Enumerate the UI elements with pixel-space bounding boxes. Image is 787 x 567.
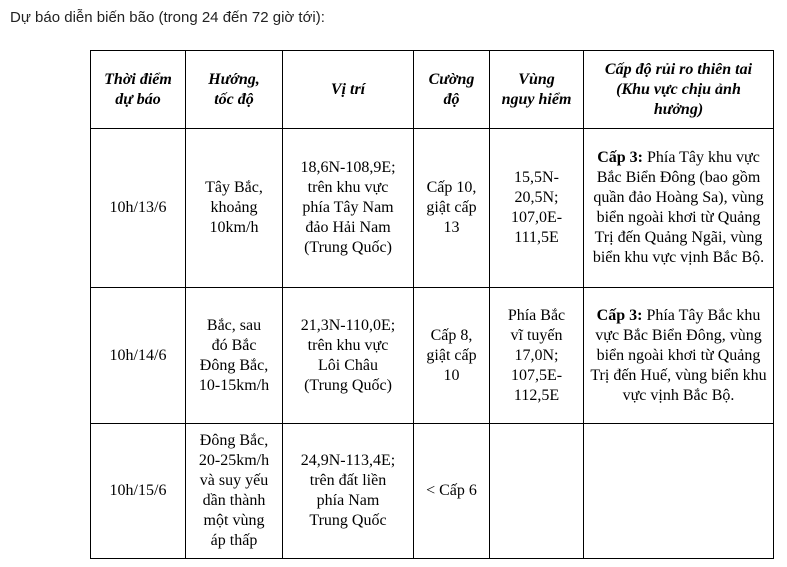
cell-text-line: 15,5N-	[514, 169, 559, 186]
cell-text-line: Lôi Châu	[318, 356, 378, 374]
cell-text-line: Vị trí	[330, 80, 366, 98]
cell-text-line: dự báo	[115, 90, 161, 108]
cell-text-line: phía Tây Nam	[302, 199, 394, 216]
cell-text-line: áp thấp	[210, 532, 258, 549]
cell-direction	[186, 129, 283, 288]
risk-area-text: Phía Tây Bắc khu vực Bắc Biển Đông, vùng biển ngoài khơi từ Quảng Trị đến Huế, vùng biển khu vực vịnh Bắc Bộ.	[590, 306, 767, 404]
risk-level-label: Cấp 3:	[596, 306, 643, 324]
cell-position	[283, 129, 414, 288]
cell-text-line: dần thành	[202, 492, 266, 509]
cell-text-line: giật cấp	[426, 199, 477, 216]
cell-text-line: độ	[443, 90, 460, 108]
cell-text-line: 24,9N-113,4E;	[300, 452, 396, 469]
table-row	[91, 129, 774, 288]
cell-text-line: trên đất liền	[309, 472, 387, 489]
storm-forecast-table	[90, 50, 774, 559]
cell-text-line: 21,3N-110,0E;	[300, 316, 396, 334]
cell-text-line: hưởng)	[653, 100, 704, 118]
cell-text-line: trên khu vực	[307, 336, 389, 354]
cell-text-line: Cấp 8,	[430, 326, 473, 344]
cell-text-line: Tây Bắc,	[205, 179, 263, 196]
header-intensity	[414, 51, 490, 129]
cell-text-line: phía Nam	[316, 492, 380, 509]
cell-time: 10h/15/6	[91, 424, 186, 559]
cell-text-line: 13	[443, 219, 460, 236]
header-direction	[186, 51, 283, 129]
cell-text-line: Thời điểm	[104, 70, 172, 88]
cell-text-line: 10-15km/h	[198, 376, 270, 394]
cell-text-line: vĩ tuyến	[510, 326, 563, 344]
cell-position	[283, 424, 414, 559]
cell-text-line: Phía Bắc	[507, 306, 566, 324]
cell-direction	[186, 288, 283, 424]
cell-text-line: 18,6N-108,9E;	[300, 159, 396, 176]
cell-intensity	[414, 129, 490, 288]
cell-text-line: một vùng	[203, 512, 265, 529]
table-header-row	[91, 51, 774, 129]
cell-direction	[186, 424, 283, 559]
cell-text-line: 107,5E-	[510, 366, 563, 384]
cell-text-line: nguy hiểm	[501, 90, 572, 108]
cell-text-line: Cấp 10,	[426, 179, 477, 196]
cell-text-line: đó Bắc	[211, 336, 257, 354]
cell-intensity	[414, 288, 490, 424]
cell-text-line: 111,5E	[514, 229, 559, 246]
risk-area-text: Phía Tây khu vực Bắc Biển Đông (bao gồm quần đảo Hoàng Sa), vùng biển ngoài khơi từ Quảng Trị đến Quảng Ngãi, vùng biển khu vực vịnh Bắc Bộ.	[592, 149, 765, 266]
cell-text-line: 20-25km/h	[198, 452, 270, 469]
header-danger-zone	[490, 51, 584, 129]
table-row	[91, 288, 774, 424]
cell-risk-level	[584, 424, 774, 559]
cell-text-line: 10km/h	[209, 219, 259, 236]
cell-time: 10h/13/6	[91, 129, 186, 288]
cell-text-line: Cấp độ rủi ro thiên tai	[604, 60, 753, 78]
cell-risk-level	[584, 288, 774, 424]
table-row	[91, 424, 774, 559]
cell-text-line: (Khu vực chịu ảnh	[616, 80, 741, 98]
cell-text-line: Bắc, sau	[206, 316, 262, 334]
cell-text-line: tốc độ	[214, 90, 254, 108]
cell-text-line: Trung Quốc	[309, 512, 387, 529]
cell-text-line: 107,0E-	[510, 209, 563, 226]
cell-text-line: và suy yếu	[199, 472, 269, 489]
cell-text-line: Cường	[428, 70, 475, 88]
cell-text-line: 20,5N;	[514, 189, 559, 206]
cell-text-line: Vùng	[518, 70, 555, 88]
cell-text-line: đảo Hải Nam	[305, 219, 391, 236]
cell-text-line: khoảng	[210, 199, 258, 216]
cell-text-line: giật cấp	[426, 346, 477, 364]
cell-danger-zone	[490, 129, 584, 288]
cell-text-line: 10	[443, 366, 460, 384]
cell-danger-zone	[490, 424, 584, 559]
section-heading: Dự báo diễn biến bão (trong 24 đến 72 giờ tới):	[10, 9, 325, 26]
cell-text-line: 17,0N;	[514, 346, 559, 364]
header-risk-level	[584, 51, 774, 129]
cell-text-line: Đông Bắc,	[199, 432, 269, 449]
risk-level-label: Cấp 3:	[597, 149, 643, 166]
cell-position	[283, 288, 414, 424]
cell-text-line: 112,5E	[513, 386, 560, 404]
cell-intensity	[414, 424, 490, 559]
header-time	[91, 51, 186, 129]
cell-text-line: Hướng,	[208, 70, 260, 88]
cell-danger-zone	[490, 288, 584, 424]
cell-risk-level	[584, 129, 774, 288]
cell-time: 10h/14/6	[91, 288, 186, 424]
cell-text-line: trên khu vực	[307, 179, 389, 196]
cell-text-line: < Cấp 6	[426, 482, 477, 499]
cell-text-line: (Trung Quốc)	[304, 376, 392, 394]
cell-text-line: (Trung Quốc)	[304, 239, 392, 256]
cell-text-line: Đông Bắc,	[199, 356, 269, 374]
header-position	[283, 51, 414, 129]
